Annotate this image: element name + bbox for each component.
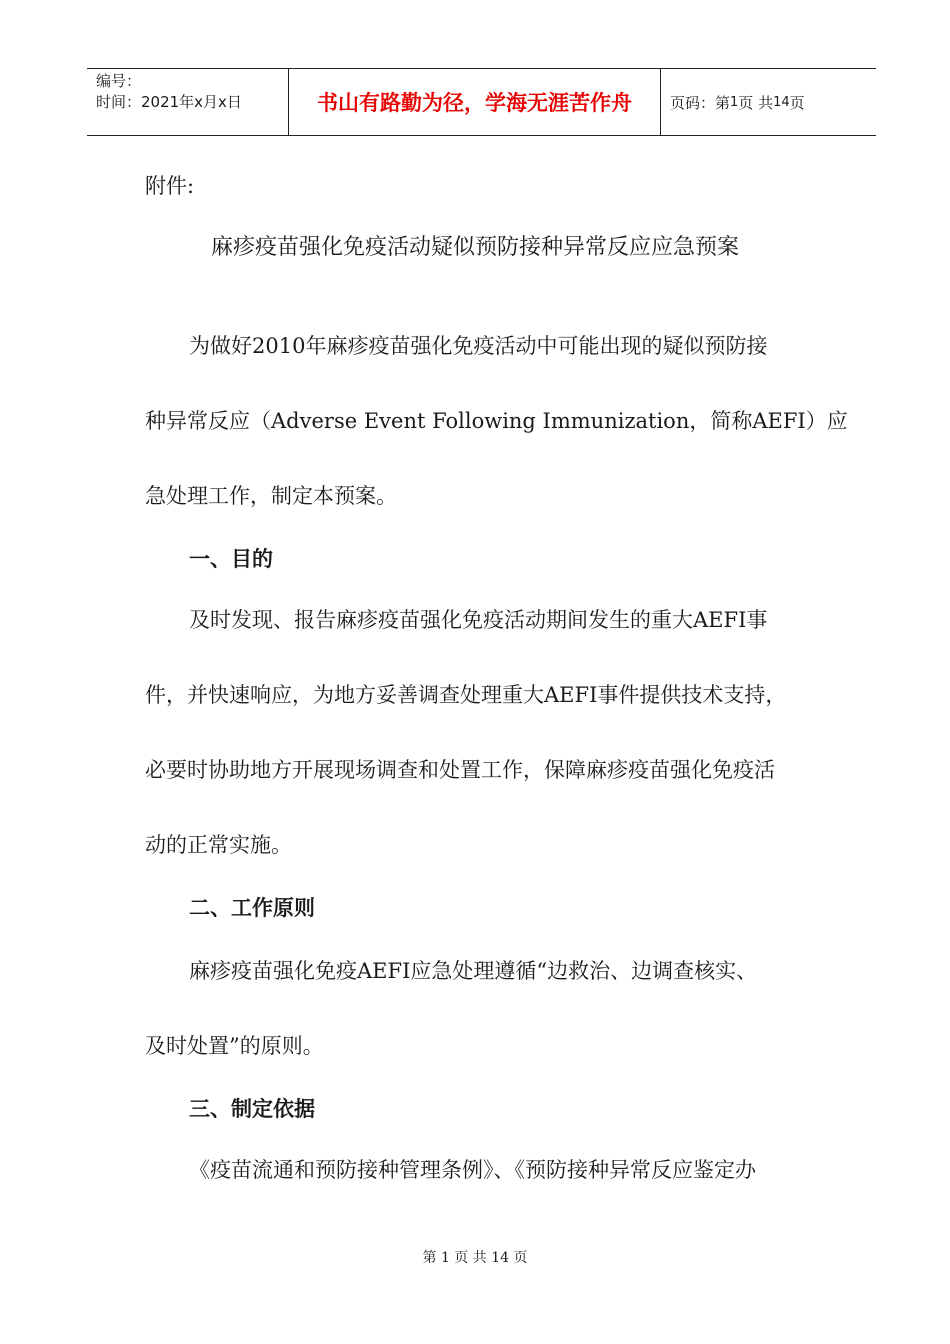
header-meta bbox=[87, 69, 288, 135]
page-total: 14 bbox=[773, 94, 790, 110]
principles-line: 及时处置”的原则。 bbox=[145, 1034, 324, 1058]
document-number-label: 编号： bbox=[96, 72, 142, 90]
purpose-line: 件，并快速响应，为地方妥善调查处理重大AEFI事件提供技术支持， bbox=[145, 683, 787, 707]
basis-line: 《疫苗流通和预防接种管理条例》、《预防接种异常反应鉴定办 bbox=[189, 1158, 756, 1182]
purpose-line: 必要时协助地方开展现场调查和处置工作，保障麻疹疫苗强化免疫活 bbox=[145, 758, 775, 782]
principles-line: 麻疹疫苗强化免疫AEFI应急处理遵循“边救治、边调查核实、 bbox=[189, 959, 758, 983]
page-mid: 页 共 bbox=[738, 93, 774, 112]
page-header bbox=[87, 68, 876, 136]
page-footer: 第 1 页 共 14 页 bbox=[422, 1250, 528, 1266]
intro-line: 为做好2010年麻疹疫苗强化免疫活动中可能出现的疑似预防接 bbox=[189, 334, 768, 358]
purpose-line: 及时发现、报告麻疹疫苗强化免疫活动期间发生的重大AEFI事 bbox=[189, 608, 768, 632]
intro-line: 急处理工作，制定本预案。 bbox=[145, 484, 397, 508]
document-time: 时间：2021年x月x日 bbox=[96, 93, 242, 111]
header-motto: 书山有路勤为径，学海无涯苦作舟 bbox=[288, 69, 661, 135]
purpose-line: 动的正常实施。 bbox=[145, 833, 292, 857]
header-page-info bbox=[661, 69, 876, 135]
page-prefix: 页码：第 bbox=[670, 93, 731, 112]
attachment-label: 附件: bbox=[145, 174, 195, 198]
section-heading-purpose: 一、目的 bbox=[189, 547, 273, 571]
document-title: 麻疹疫苗强化免疫活动疑似预防接种异常反应应急预案 bbox=[210, 235, 739, 260]
section-heading-principles: 二、工作原则 bbox=[189, 896, 315, 920]
page-suffix: 页 bbox=[789, 93, 805, 112]
page-current: 1 bbox=[730, 94, 739, 110]
intro-line: 种异常反应（Adverse Event Following Immunization，简称AEFI）应 bbox=[145, 409, 848, 433]
section-heading-basis: 三、制定依据 bbox=[189, 1097, 315, 1121]
